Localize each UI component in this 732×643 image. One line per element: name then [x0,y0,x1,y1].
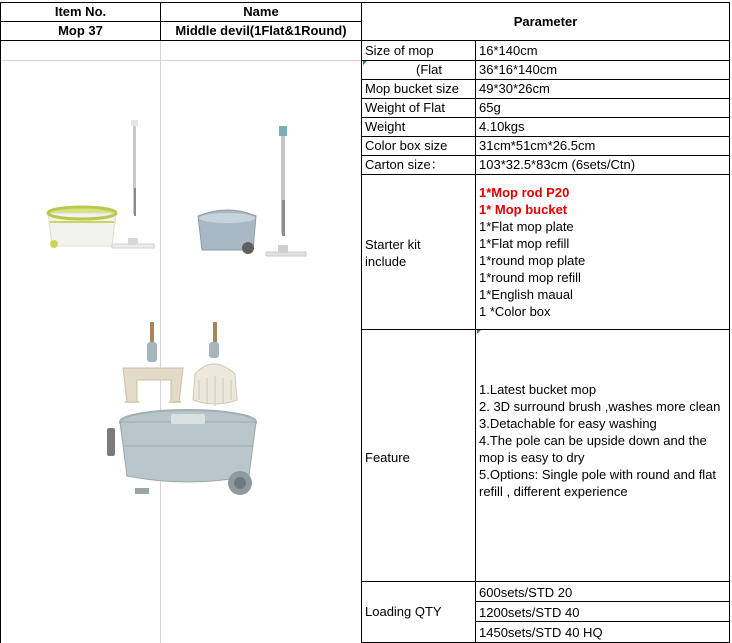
starter-item: 1*round mop refill [479,270,581,285]
spec-value-color-box: 31cm*51cm*26.5cm [479,138,596,153]
feature-label: Feature [365,450,410,465]
product-photo-bucket-with-mop-heads [95,318,265,508]
feature-line: 2. 3D surround brush ,washes more clean [479,399,721,414]
parameter-header: Parameter [513,14,578,29]
starter-item: 1*Flat mop plate [479,219,574,234]
spec-label-weight-of-flat: Weight of Flat [365,100,445,115]
spec-value-weight: 4.10kgs [479,119,525,134]
loading-qty-label: Loading QTY [365,604,442,619]
feature-line: 5.Options: Single pole with round and flat refill , different experience [479,467,717,499]
spec-label-weight: Weight [365,119,406,134]
spec-value-flat: 36*16*140cm [479,62,558,77]
loading-row: 600sets/STD 20 [479,585,573,600]
spec-value-size-of-mop: 16*140cm [479,43,538,58]
feature-line: 3.Detachable for easy washing [479,416,657,431]
starter-item: 1*English maual [479,287,573,302]
spec-label-bucket-size: Mop bucket size [365,81,459,96]
spec-label-size-of-mop: Size of mop [365,43,434,58]
starter-item: 1*Mop rod P20 [479,185,570,200]
spec-label-flat: (Flat [416,62,442,77]
loading-row: 1200sets/STD 40 [479,605,580,620]
starter-item: 1*Flat mop refill [479,236,570,251]
spec-value-bucket-size: 49*30*26cm [479,81,550,96]
starter-kit-label: Starter kit include [365,237,421,269]
spec-label-color-box: Color box size [365,138,448,153]
spec-label-carton: Carton size： [365,157,444,172]
name-value: Middle devil(1Flat&1Round) [175,23,347,38]
spec-value-carton: 103*32.5*83cm (6sets/Ctn) [479,157,636,172]
cell-marker [477,330,481,334]
starter-item: 1* Mop bucket [479,202,568,217]
starter-kit-list [479,184,727,320]
item-no-value: Mop 37 [58,23,103,38]
cell-marker [363,61,367,65]
starter-item: 1 *Color box [479,304,551,319]
product-photo-grey-bucket [190,120,330,265]
feature-list [479,381,727,500]
feature-line: 1.Latest bucket mop [479,382,597,397]
loading-row: 1450sets/STD 40 HQ [479,625,603,640]
item-no-header: Item No. [54,4,107,19]
starter-item: 1*round mop plate [479,253,586,268]
spec-value-weight-of-flat: 65g [479,100,501,115]
name-header: Name [243,4,279,19]
product-photo-green-bucket [40,118,165,263]
feature-line: 4.The pole can be upside down and the mop is easy to dry [479,433,707,465]
